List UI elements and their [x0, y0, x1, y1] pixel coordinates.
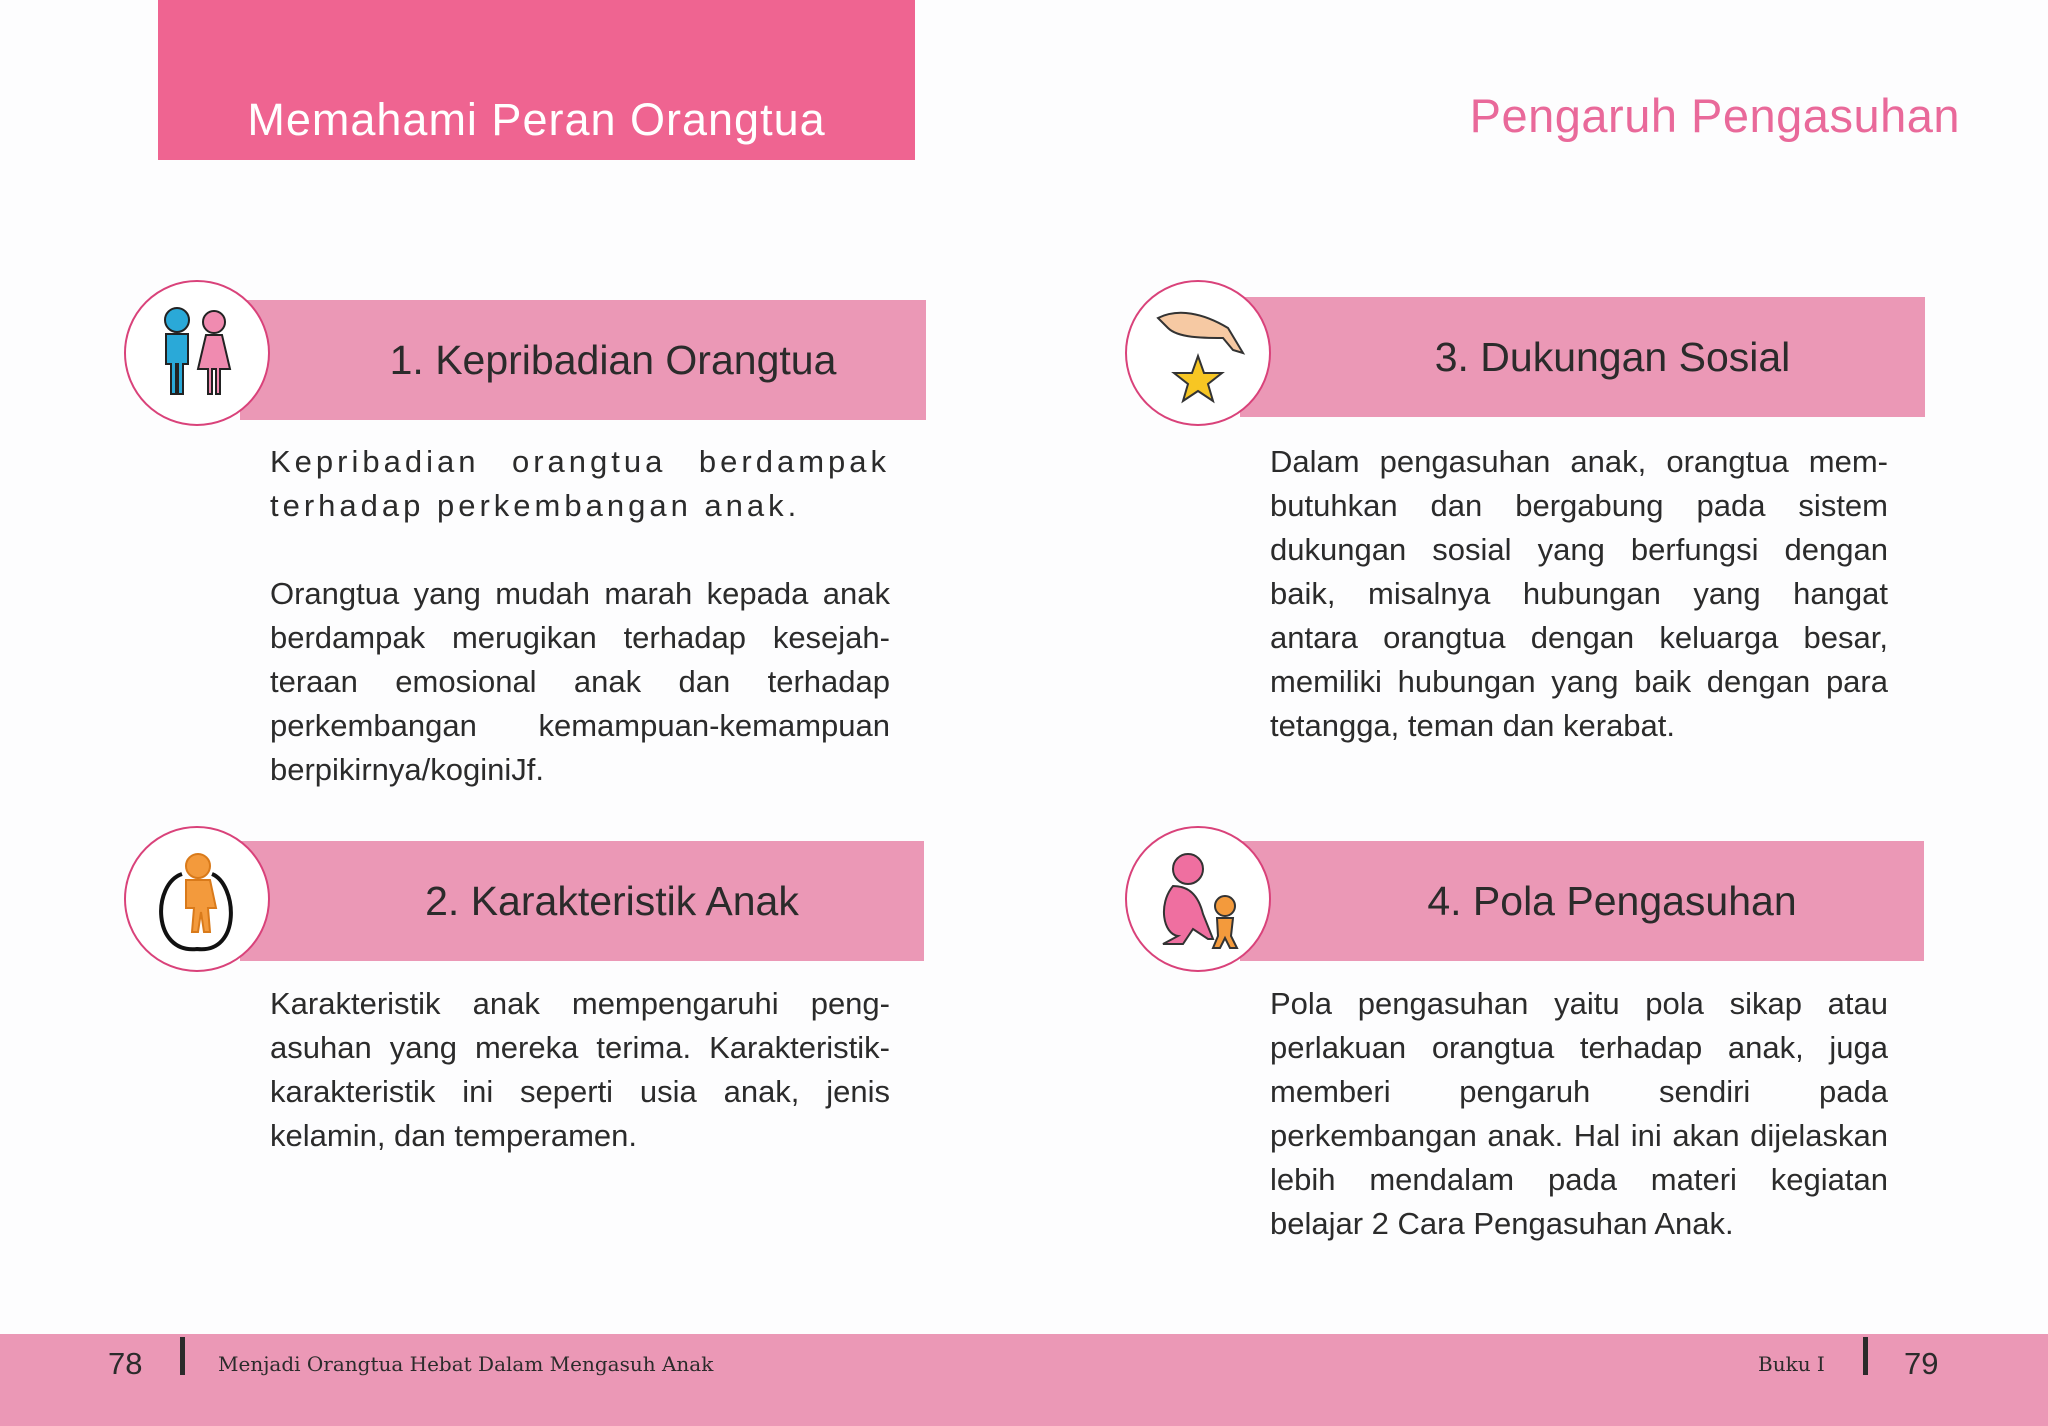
section-1-body [270, 440, 890, 792]
section-page-title: Pengaruh Pengasuhan [1469, 89, 1960, 142]
page-number-left: 78 [108, 1346, 143, 1381]
chapter-banner [158, 0, 915, 160]
chapter-title: Memahami Peran Orangtua [247, 94, 826, 145]
section-3-title: 3. Dukungan Sosial [1434, 333, 1791, 380]
section-4-paragraph: Pola pengasuhan yaitu pola sikap atau perlakuan orangtua terhadap anak, juga memberi pengaruh sendiri pada perkembangan anak. Hal ini akan dijelaskan lebih mendalam pada materi kegiatan belajar 2 Cara Pengasuhan Anak. [1270, 986, 1888, 1241]
section-1-header [240, 300, 926, 420]
section-1-paragraph: Orangtua yang mudah marah kepada anak berdampak merugikan terhadap kesejah-teraan emosional anak dan terhadap perkembangan kemampuan-kemampuan berpikirnya/koginiJf. [270, 576, 890, 787]
page-number-right: 79 [1904, 1346, 1939, 1381]
parent-child-icon [1125, 826, 1271, 972]
section-2-body [270, 982, 890, 1158]
section-4-header [1240, 841, 1924, 961]
section-3-paragraph: Dalam pengasuhan anak, orangtua mem-butuhkan dan bergabung pada sistem dukungan sosial yang berfungsi dengan baik, misalnya hubungan yang hangat antara orangtua dengan keluarga besar, memiliki hubungan yang baik dengan para tetangga, teman dan kerabat. [1270, 444, 1888, 743]
section-3-body [1270, 440, 1888, 748]
section-4-title: 4. Pola Pengasuhan [1427, 877, 1797, 924]
footer-divider-left [180, 1337, 185, 1375]
section-2-paragraph: Karakteristik anak mempengaruhi peng-asuhan yang mereka terima. Karakteristik-karakteristik ini seperti usia anak, jenis kelamin, dan temperamen. [270, 986, 890, 1153]
hand-star-icon [1125, 280, 1271, 426]
footer-divider-right [1863, 1337, 1868, 1375]
section-1-title: 1. Kepribadian Orangtua [389, 336, 837, 383]
section-4-body [1270, 982, 1888, 1246]
parents-icon [124, 280, 270, 426]
section-2-header [240, 841, 924, 961]
section-3-header [1240, 297, 1925, 417]
child-skipping-rope-icon [124, 826, 270, 972]
book-title: Menjadi Orangtua Hebat Dalam Mengasuh Anak [218, 1352, 714, 1376]
footer-band [0, 1334, 2048, 1426]
book-label: Buku I [1758, 1352, 1825, 1376]
section-1-paragraph: Kepribadian orangtua berdampak terhadap perkembangan anak. [270, 444, 890, 523]
section-2-title: 2. Karakteristik Anak [425, 877, 799, 924]
